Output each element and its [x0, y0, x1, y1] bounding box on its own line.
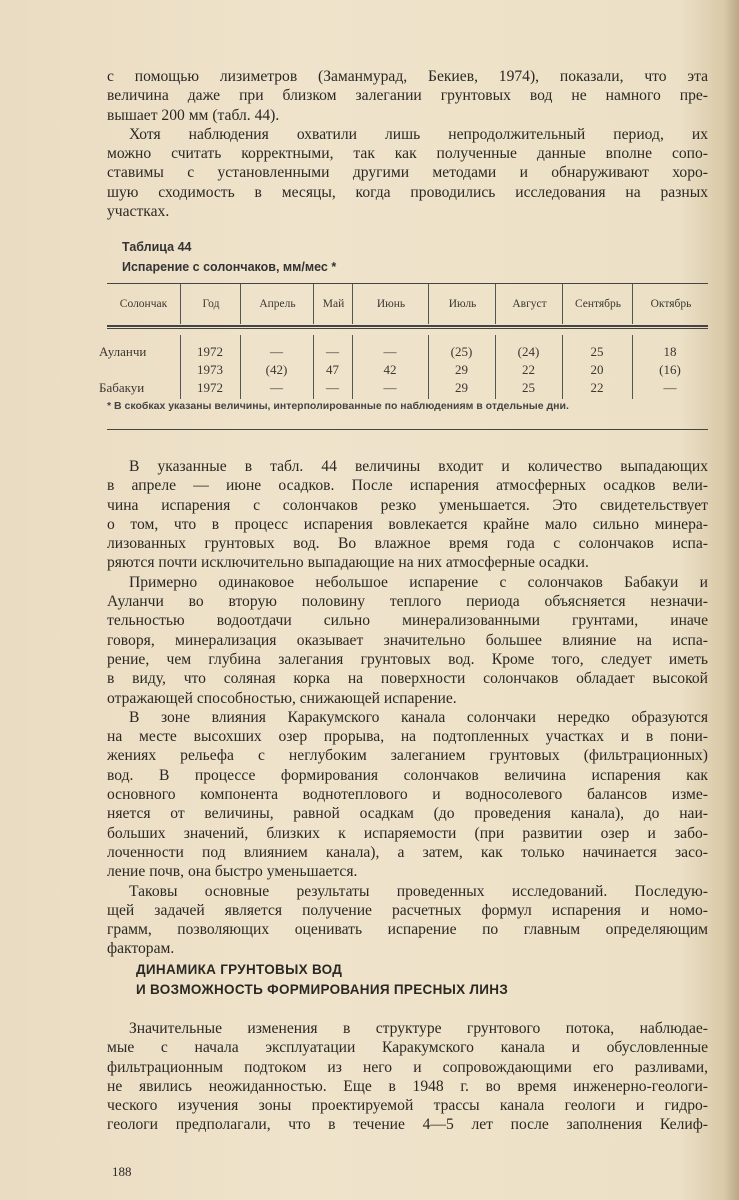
paragraph [107, 708, 708, 882]
text-line: В зоне влияния Каракумского канала солончаки нередко образуются [129, 708, 708, 726]
text-line: величина даже при близком залегании грунтовых вод не намного пре- [107, 87, 708, 105]
paragraph [107, 457, 708, 573]
text-top [107, 67, 708, 221]
table-cell: — [270, 380, 283, 395]
table-cell: 18 [663, 344, 677, 359]
table-bottom-rule [107, 429, 708, 430]
text-line: жениях рельефа с неглубоким залеганием грунтовых (фильтрационных) [107, 747, 708, 765]
text-line: няется от величины, равной осадкам (до проведения канала), до наи- [107, 805, 708, 823]
paragraph [107, 125, 708, 221]
column-header: Год [180, 284, 241, 324]
text-line: говоря, минерализация оказывает значительно большее влияние на испа- [107, 631, 708, 649]
table-footnote: * В скобках указаны величины, интерполированные по наблюдениям в отдельные дни. [107, 400, 569, 412]
table-cell: 20 [590, 362, 604, 377]
page-number: 188 [112, 1164, 132, 1179]
text-line: вод. В процессе формирования солончаков величина испарения как [107, 766, 708, 784]
text-line: мые с начала эксплуатации Каракумского канала и обусловленные [107, 1039, 708, 1057]
text-line: с помощью лизиметров (Заманмурад, Бекиев, 1974), показали, что эта [107, 68, 708, 85]
text-line: в виду, что соляная корка на поверхности солончаков обладает высокой [107, 670, 708, 688]
text-line: В указанные в табл. 44 величины входит и количество выпадающих [129, 458, 708, 475]
text-line: в апреле — июне осадков. После испарения атмосферных осадков вели- [107, 477, 708, 495]
paragraph [107, 67, 708, 125]
text-line: тельностью водоотдачи сильно минерализованными грунтами, иначе [107, 612, 708, 630]
column-header: Сентябрь [562, 284, 633, 324]
text-line: Значительные изменения в структуре грунтового потока, наблюдае- [129, 1020, 708, 1037]
text-line: ление почв, она быстро уменьшается. [107, 863, 358, 881]
table-cell: — [326, 380, 339, 395]
table-cell: 22 [590, 380, 604, 395]
table-cell: Бабакуи [99, 380, 145, 395]
text-line: щей задачей является получение расчетных формул испарения и номо- [107, 901, 708, 919]
text-line: больших значений, близких к испаряемости (при развитии озер и забо- [107, 824, 708, 842]
table-cell: — [383, 344, 397, 359]
text-middle [107, 457, 708, 959]
text-line: на месте высохших озер прорыва, на подтопленных участках и в пони- [107, 728, 708, 746]
text-line: основного компонента воднотеплового и водносолевого балансов изме- [107, 786, 708, 804]
table-cell: (25) [450, 344, 473, 359]
text-line: Примерно одинаковое небольшое испарение с солончаков Бабакуи и [129, 573, 708, 591]
table-cell: 25 [590, 344, 604, 359]
paragraph [107, 573, 708, 708]
table-cell: — [326, 344, 339, 359]
table-number: Таблица 44 [122, 240, 192, 254]
text-line: лоченности под влиянием канала), а затем, как только начинается засо- [107, 843, 708, 861]
table-cell: (42) [265, 362, 288, 377]
header-rule [107, 325, 708, 327]
column-header: Май [313, 284, 353, 324]
text-line: Хотя наблюдения охватили лишь непродолжительный период, их [129, 125, 708, 143]
text-line: о том, что в процесс испарения вовлекается крайне мало сильно минера- [107, 515, 708, 533]
paragraph [107, 882, 708, 959]
text-line: Ауланчи во вторую половину теплого периода объясняется незначи- [107, 593, 708, 611]
text-line: отражающей способностью, снижающей испарение. [107, 689, 457, 707]
table-cell: 22 [522, 362, 535, 377]
text-line: чина испарения с солончаков резко уменьшается. Это свидетельствует [107, 496, 708, 514]
text-line: фильтрационным подтоком из него и сопровождающими его разливами, [107, 1058, 708, 1076]
table-cell: 1972 [197, 344, 223, 359]
table-cell: 25 [522, 380, 535, 395]
text-line: ряются почти исключительно выпадающие на них атмосферные осадки. [107, 554, 589, 572]
column-header: Август [495, 284, 563, 324]
column-header: Июнь [352, 284, 429, 324]
header-rule-2 [107, 328, 708, 329]
table-cell: 47 [326, 362, 339, 377]
column-header: Апрель [240, 284, 314, 324]
text-line: вышает 200 мм (табл. 44). [107, 106, 280, 124]
text-line: участках. [107, 203, 170, 221]
text-line: лизованных грунтовых вод. Во влажное время года с солончаков испа- [107, 535, 708, 553]
text-line: не явились неожиданностью. Еще в 1948 г. во время инженерно-геологи- [107, 1077, 708, 1095]
table-cell: — [383, 380, 397, 395]
table-cell: — [663, 380, 677, 395]
section-heading-line-1: ДИНАМИКА ГРУНТОВЫХ ВОД [136, 962, 343, 977]
section-heading-line-2: И ВОЗМОЖНОСТЬ ФОРМИРОВАНИЯ ПРЕСНЫХ ЛИНЗ [136, 982, 509, 997]
text-line: геологи предполагали, что в течение 4—5 лет после заполнения Келиф- [107, 1116, 708, 1134]
table-cell: 1973 [197, 362, 223, 377]
table-cell: 42 [383, 362, 397, 377]
text-line: ставимы с установленными другими методами и обнаруживают хоро- [107, 164, 708, 182]
text-line: факторам. [107, 940, 175, 958]
text-line: рение, чем глубина залегания грунтовых вод. Кроме того, следует иметь [107, 650, 708, 668]
text-line: шую сходимость в месяцы, когда проводились исследования на разных [107, 183, 708, 201]
text-bottom [107, 1019, 708, 1135]
table-cell: (24) [517, 344, 540, 359]
table-cell: 1972 [197, 380, 223, 395]
paragraph [107, 1019, 708, 1135]
table-cell: — [270, 344, 283, 359]
text-line: грамм, позволяющих оценивать испарение по главным определяющим [107, 921, 708, 939]
text-line: можно считать корректными, так как полученные данные вполне сопо- [107, 145, 708, 163]
column-header: Октябрь [632, 284, 709, 324]
table-cell: 29 [455, 362, 468, 377]
table-cell: (16) [659, 362, 681, 377]
text-line: Таковы основные результаты проведенных исследований. Последую- [129, 882, 708, 900]
table-title: Испарение с солончаков, мм/мес * [122, 260, 337, 274]
column-header: Июль [428, 284, 496, 324]
text-line: ческого изучения зоны проектируемой трассы канала геологи и гидро- [107, 1097, 708, 1115]
table-cell: 29 [455, 380, 468, 395]
table-cell: Ауланчи [99, 344, 147, 359]
column-header: Солончак [119, 298, 168, 310]
